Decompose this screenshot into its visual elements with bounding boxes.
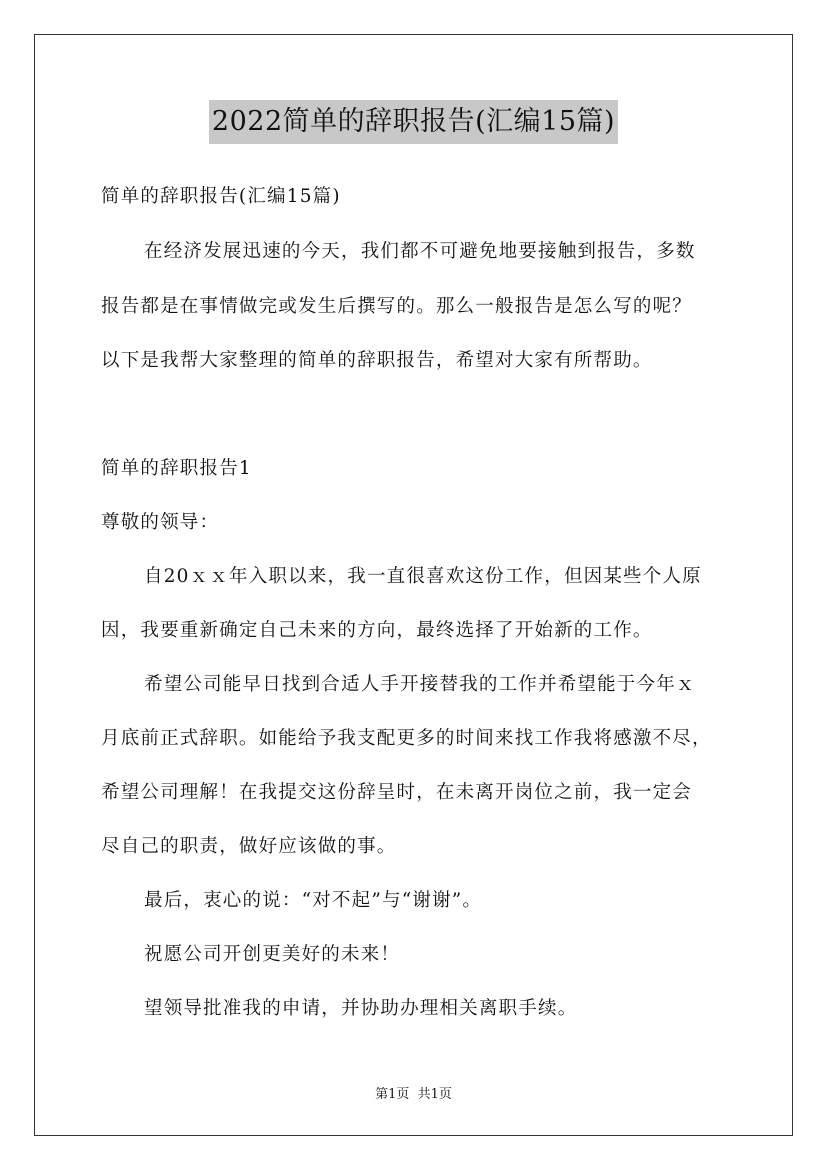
intro-line-2: 报告都是在事情做完或发生后撰写的。那么一般报告是怎么写的呢？ (101, 296, 693, 317)
body-line-5: 希望公司理解！在我提交这份辞呈时，在未离开岗位之前，我一定会 (101, 782, 693, 803)
body-line-8: 祝愿公司开创更美好的未来！ (144, 944, 401, 965)
intro-line-1: 在经济发展迅速的今天，我们都不可避免地要接触到报告，多数 (144, 241, 696, 262)
body-line-9: 望领导批准我的申请，并协助办理相关离职手续。 (144, 998, 578, 1019)
body-line-3: 希望公司能早日找到合适人手开接替我的工作并希望能于今年ｘ (144, 674, 696, 695)
body-line-2: 因，我要重新确定自己未来的方向，最终选择了开始新的工作。 (101, 620, 653, 641)
salutation: 尊敬的领导： (101, 512, 220, 533)
body-line-7: 最后，衷心的说：“对不起”与“谢谢”。 (144, 890, 483, 911)
intro-line-3: 以下是我帮大家整理的简单的辞职报告，希望对大家有所帮助。 (101, 350, 653, 371)
page-footer: 第1页 共1页 (375, 1087, 452, 1102)
document-title: 2022简单的辞职报告(汇编15篇) (209, 100, 618, 144)
body-line-6: 尽自己的职责，做好应该做的事。 (101, 836, 397, 857)
document-subtitle: 简单的辞职报告(汇编15篇) (101, 186, 341, 207)
title-container (0, 100, 827, 144)
body-line-4: 月底前正式辞职。如能给予我支配更多的时间来找工作我将感激不尽， (101, 728, 712, 749)
section-heading: 简单的辞职报告1 (101, 458, 252, 479)
body-line-1: 自20ｘｘ年入职以来，我一直很喜欢这份工作，但因某些个人原 (144, 566, 702, 587)
